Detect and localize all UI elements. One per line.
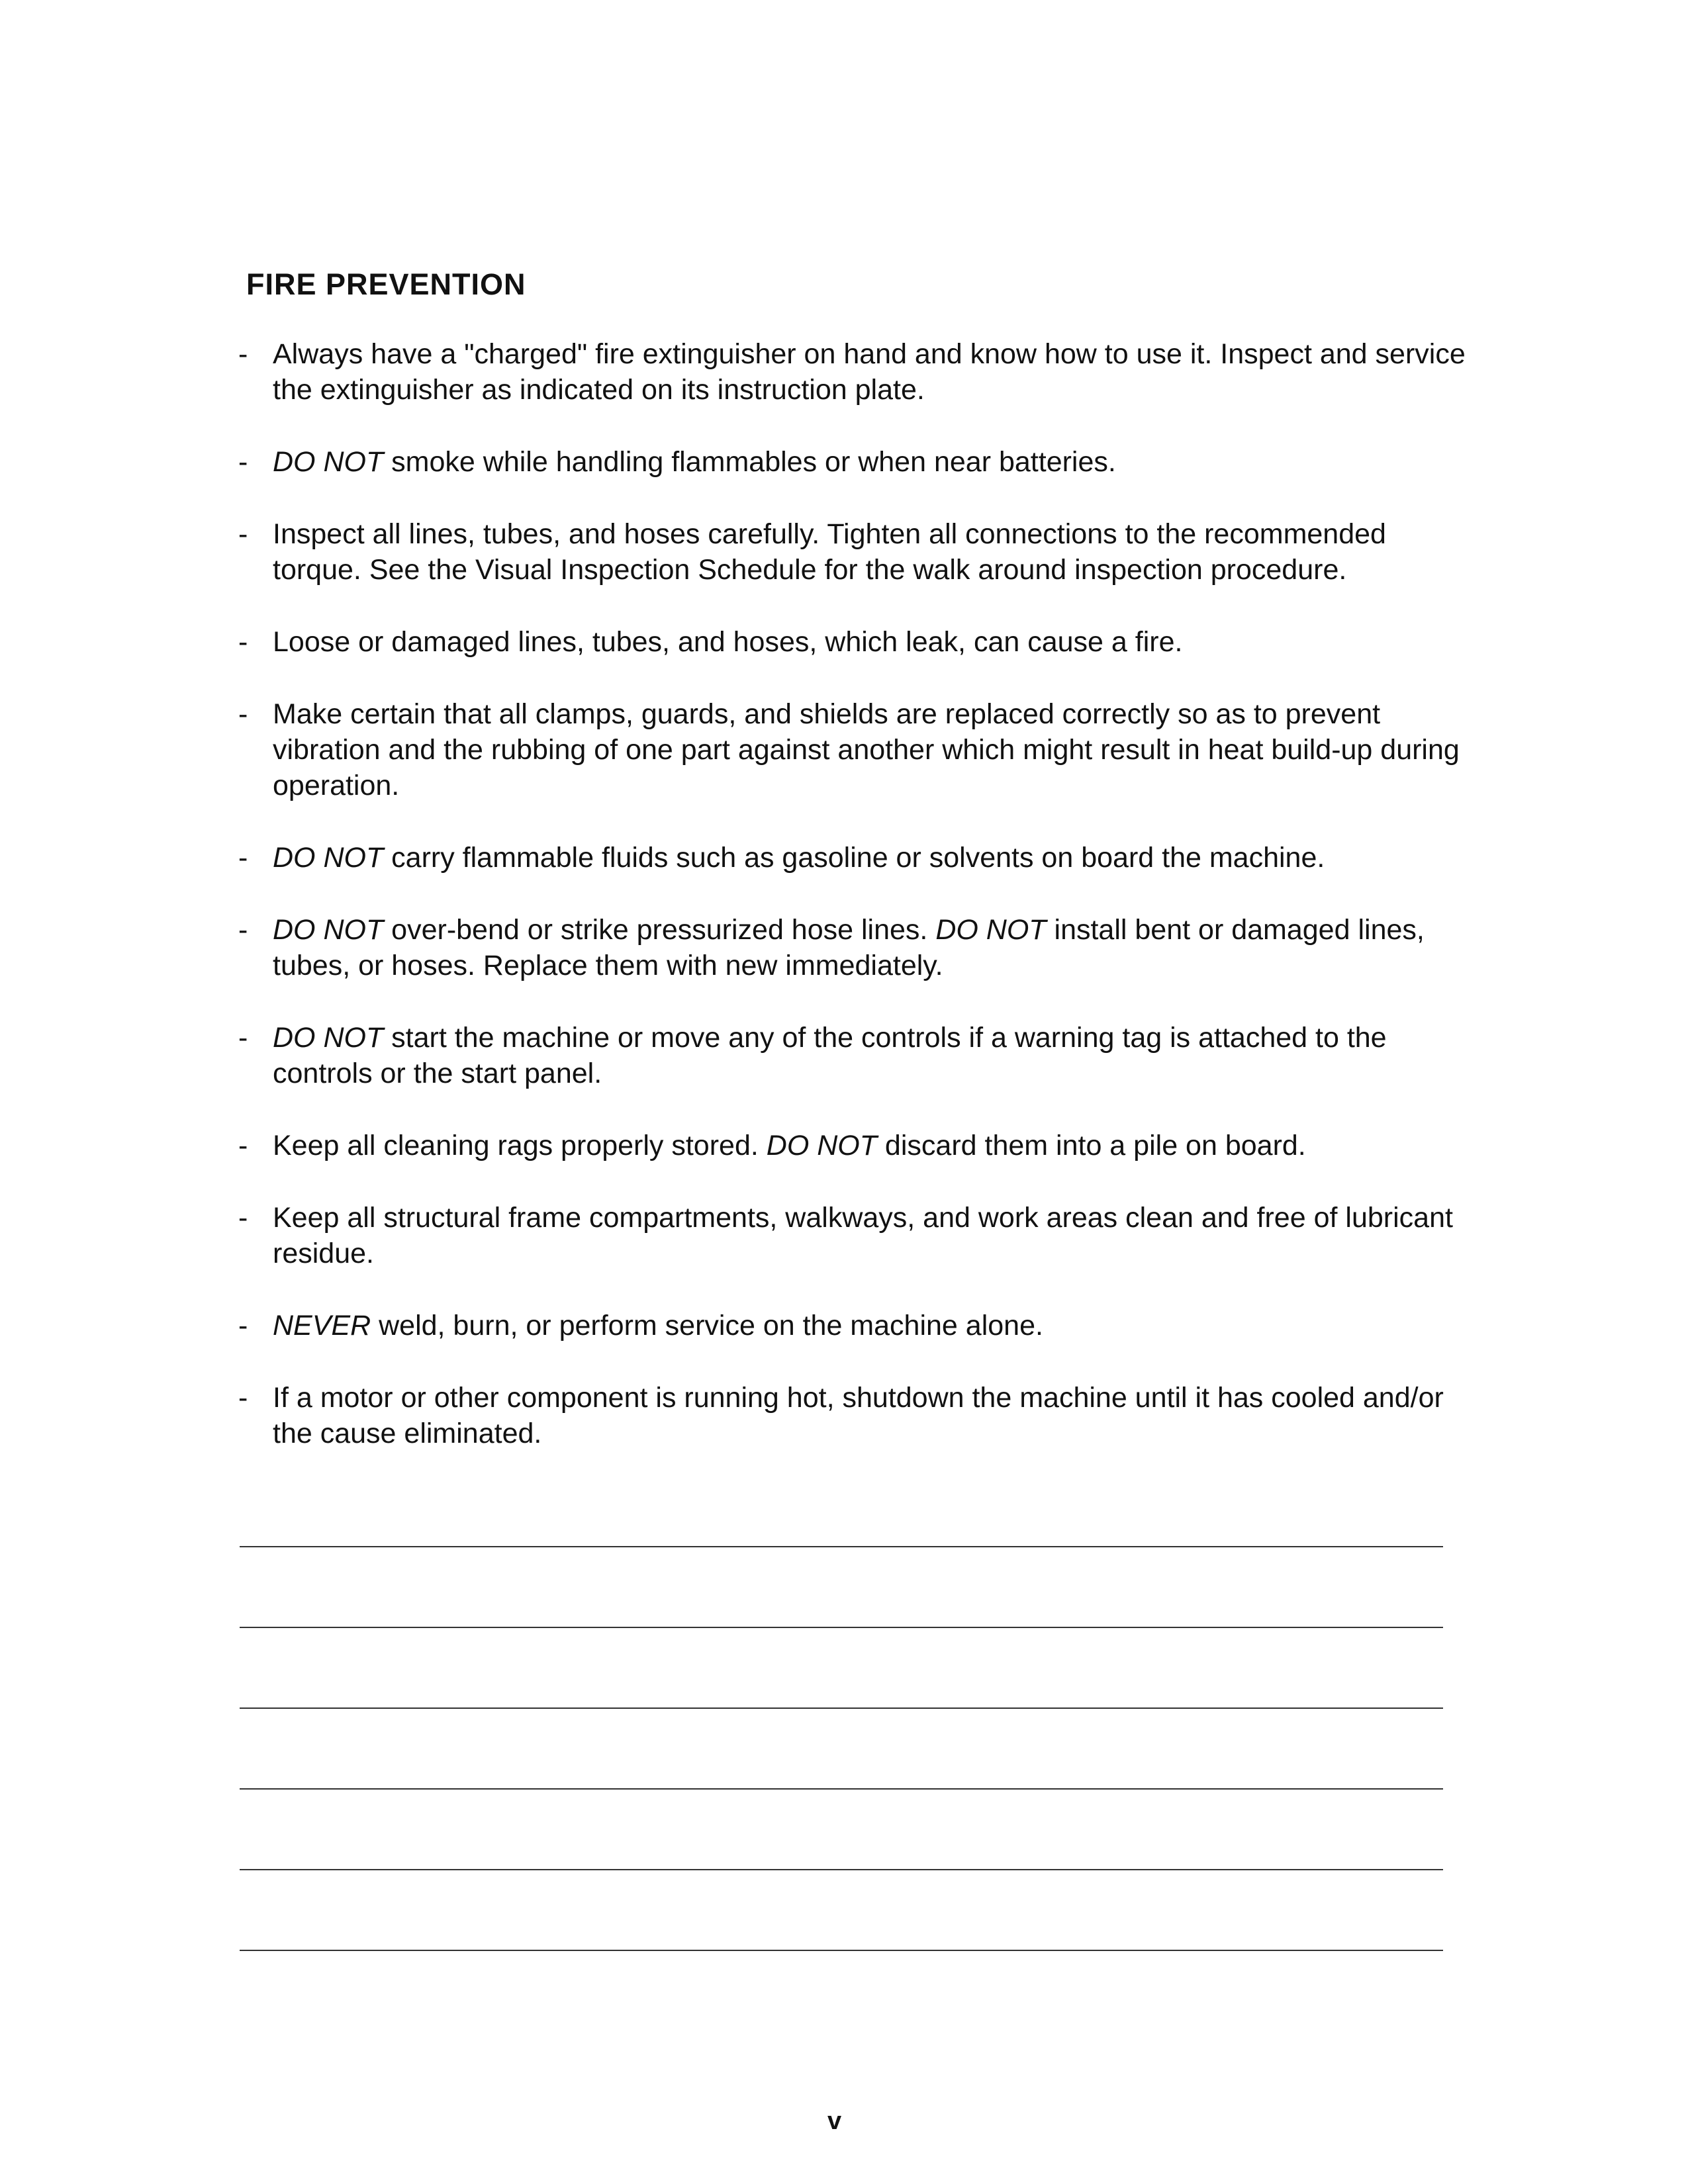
notes-line [240,1627,1443,1628]
bullet-dash: - [238,1310,248,1342]
bullet-dash: - [238,698,248,730]
item-text: Keep all structural frame compartments, walkways, and work areas clean and free of lubricant residue. [273,1202,1453,1269]
section-heading: FIRE PREVENTION [246,267,526,301]
bullet-dash: - [238,1022,248,1054]
list-item [238,336,1470,408]
list-item [238,1308,1470,1343]
item-text: weld, burn, or perform service on the machine alone. [371,1310,1043,1342]
notes-line [240,1707,1443,1709]
bullet-dash: - [238,446,248,478]
bullet-dash: - [238,842,248,874]
item-emphasis: DO NOT [273,842,384,874]
list-item [238,1128,1470,1163]
page-number: v [827,2107,842,2135]
list-item [238,1020,1470,1091]
bullet-dash: - [238,1382,248,1414]
item-text: If a motor or other component is running hot, shutdown the machine until it has cooled and/or the cause eliminated. [273,1382,1444,1449]
item-emphasis: DO NOT [766,1130,877,1161]
notes-line [240,1950,1443,1951]
item-text: install bent or damaged lines, tubes, or hoses. Replace them with new immediately. [273,914,1425,981]
list-item [238,516,1470,588]
notes-line [240,1546,1443,1547]
list-item [238,624,1470,660]
item-text: smoke while handling flammables or when near batteries. [383,446,1116,478]
item-text: over-bend or strike pressurized hose lines. [383,914,936,946]
list-item [238,696,1470,803]
bullet-dash: - [238,1202,248,1234]
item-emphasis: DO NOT [935,914,1047,946]
item-text: Make certain that all clamps, guards, and shields are replaced correctly so as to prevent vibration and the rubbing of one part against another which might result in heat build-up during operation. [273,698,1460,801]
item-emphasis: DO NOT [273,1022,384,1054]
item-text: Inspect all lines, tubes, and hoses carefully. Tighten all connections to the recommended torque. See the Visual Inspection Schedule for the walk around inspection procedure. [273,518,1386,586]
notes-line [240,1869,1443,1870]
item-text: carry flammable fluids such as gasoline or solvents on board the machine. [383,842,1325,874]
item-text: Keep all cleaning rags properly stored. [273,1130,767,1161]
list-item [238,444,1470,480]
item-text: Always have a "charged" fire extinguisher on hand and know how to use it. Inspect and service the extinguisher as indicated on its instruction plate. [273,338,1466,406]
list-item [238,840,1470,876]
bullet-dash: - [238,914,248,946]
item-emphasis: DO NOT [273,446,384,478]
list-item [238,1200,1470,1271]
item-emphasis: DO NOT [273,914,384,946]
notes-line [240,1788,1443,1790]
item-text: start the machine or move any of the controls if a warning tag is attached to the controls or the start panel. [273,1022,1387,1089]
bullet-dash: - [238,338,248,370]
bullet-dash: - [238,626,248,658]
item-text: discard them into a pile on board. [876,1130,1306,1161]
list-item [238,912,1470,983]
bullet-dash: - [238,518,248,550]
bullet-dash: - [238,1130,248,1161]
item-emphasis: NEVER [273,1310,371,1342]
list-item [238,1380,1470,1451]
item-text: Loose or damaged lines, tubes, and hoses, which leak, can cause a fire. [273,626,1183,658]
fire-prevention-list [238,336,1470,1488]
